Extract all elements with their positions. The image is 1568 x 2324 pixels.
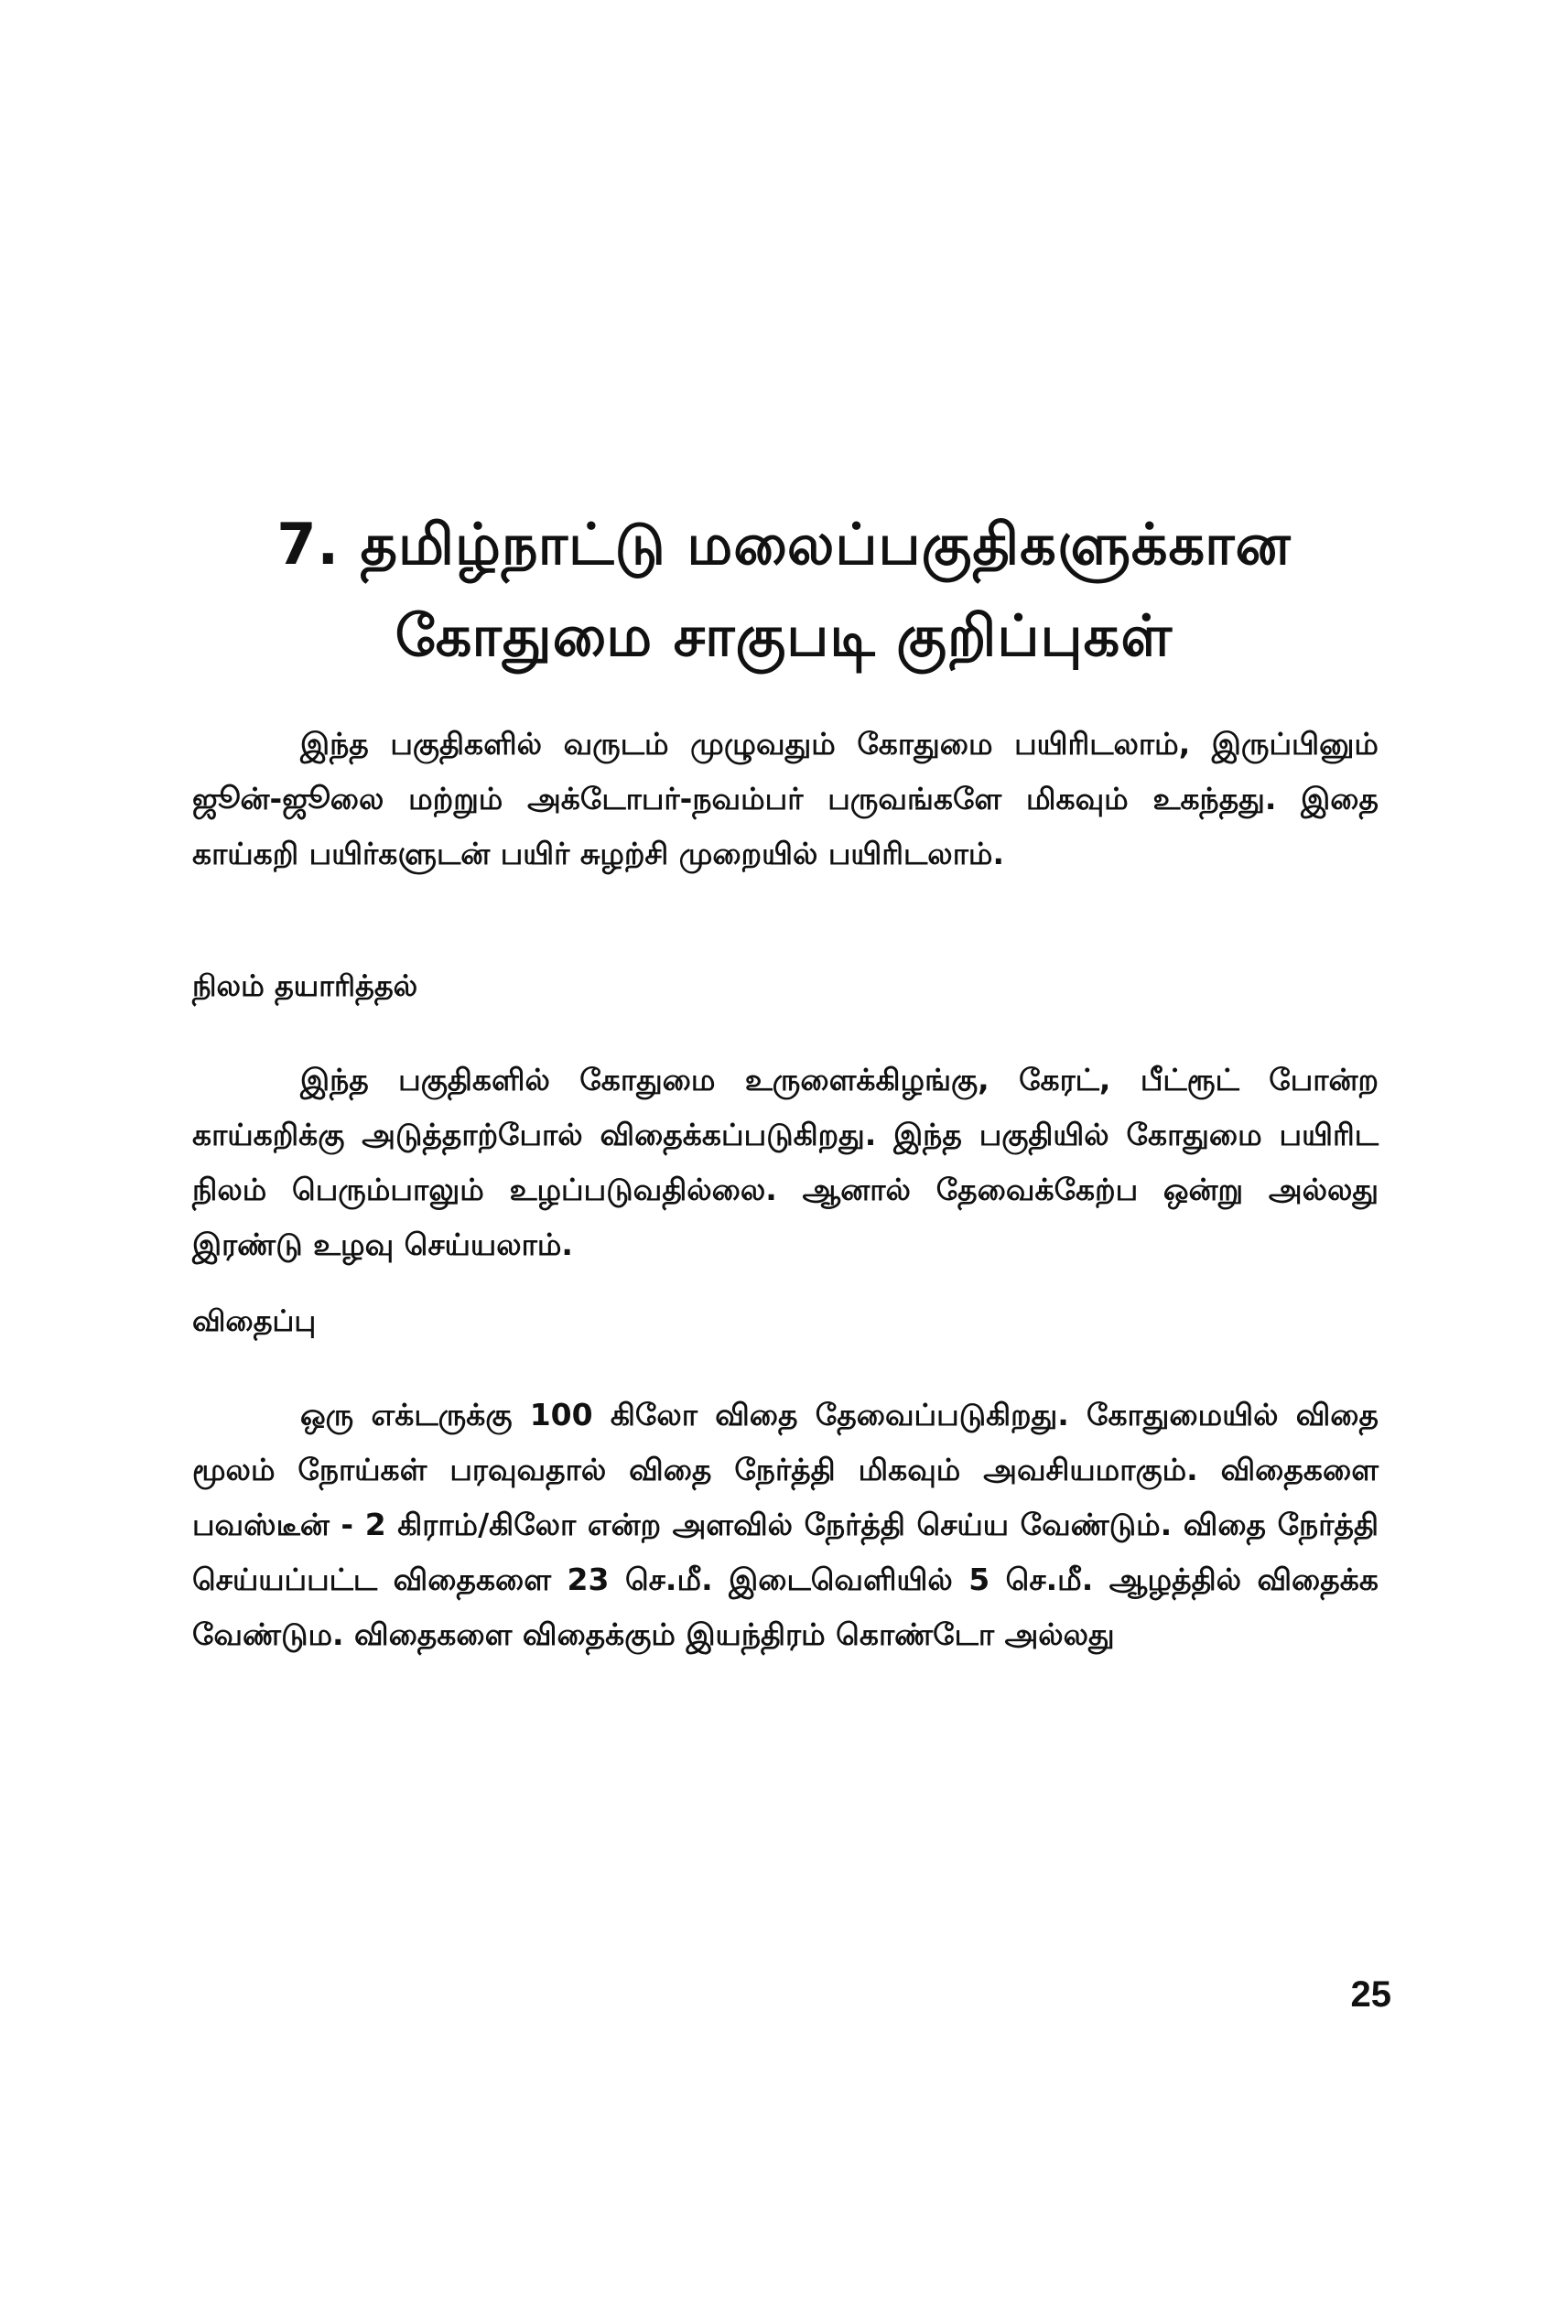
sowing-paragraph: ஒரு எக்டருக்கு 100 கிலோ விதை தேவைப்படுகிறது. கோதுமையில் விதை மூலம் நோய்கள் பரவுவதால் விதை நேர்த்தி மிகவும் அவசியமாகும். விதைகளை பவஸ்டீன் - 2 கிராம்/கிலோ என்ற அளவில் நேர்த்தி செய்ய வேண்டும். விதை நேர்த்தி செய்யப்பட்ட விதைகளை 23 செ.மீ. இடைவெளியில் 5 செ.மீ. ஆழத்தில் விதைக்க வேண்டும. விதைகளை விதைக்கும் இயந்திரம் கொண்டோ அல்லது xyxy=(192,1397,1379,1652)
land-preparation-paragraph: இந்த பகுதிகளில் கோதுமை உருளைக்கிழங்கு, கேரட், பீட்ரூட் போன்ற காய்கறிக்கு அடுத்தாற்போல் விதைக்கப்படுகிறது. இந்த பகுதியில் கோதுமை பயிரிட நிலம் பெரும்பாலும் உழப்படுவதில்லை. ஆனால் தேவைக்கேற்ப ஒன்று அல்லது இரண்டு உழவு செய்யலாம். xyxy=(192,1062,1379,1262)
chapter-title-line-2: கோதுமை சாகுபடி குறிப்புகள் xyxy=(395,602,1173,669)
section-heading-land-preparation: நிலம் தயாரித்தல் xyxy=(192,968,418,1003)
section-heading-sowing: விதைப்பு xyxy=(192,1303,317,1338)
page-number: 25 xyxy=(1350,1974,1391,2015)
chapter-title xyxy=(183,499,1385,682)
intro-paragraph: இந்த பகுதிகளில் வருடம் முழுவதும் கோதுமை பயிரிடலாம், இருப்பினும் ஜூன்-ஜூலை மற்றும் அக்டோபர்-நவம்பர் பருவங்களே மிகவும் உகந்தது. இதை காய்கறி பயிர்களுடன் பயிர் சுழற்சி முறையில் பயிரிடலாம். xyxy=(192,726,1379,871)
chapter-title-line-1: 7. தமிழ்நாட்டு மலைப்பகுதிகளுக்கான xyxy=(276,511,1292,578)
